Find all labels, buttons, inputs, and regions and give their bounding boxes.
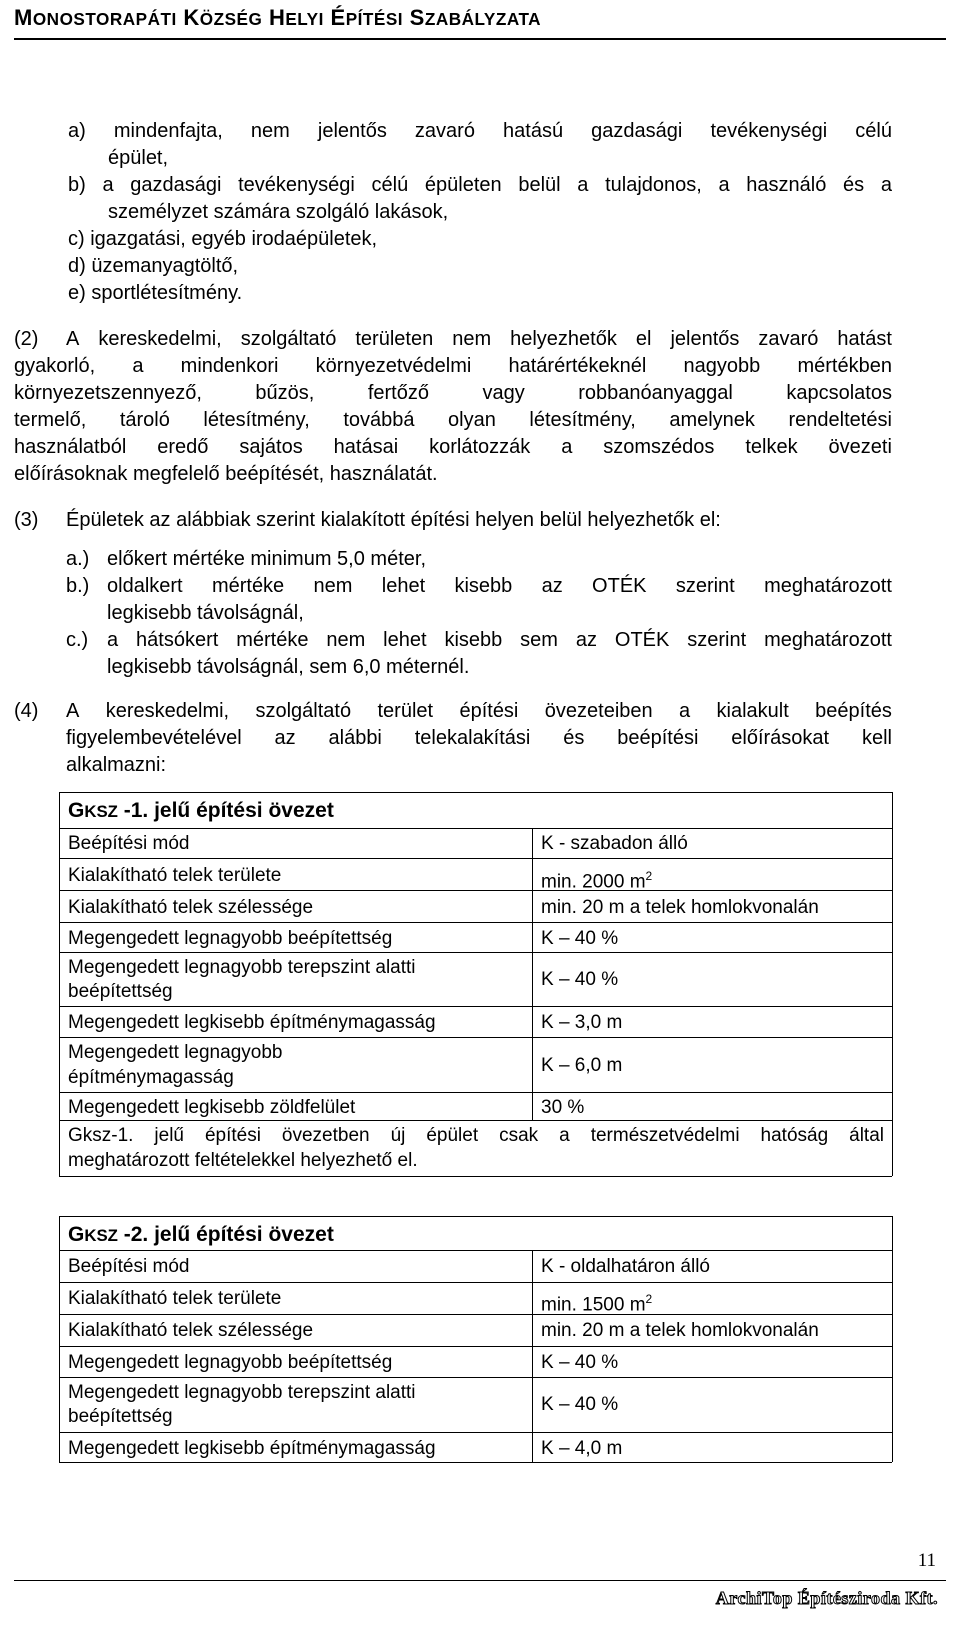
zone2-label: Megengedett legnagyobb beépítettség bbox=[68, 1352, 393, 1373]
table-rule bbox=[892, 1216, 893, 1462]
zone2-value: K – 40 % bbox=[541, 1352, 619, 1373]
zone1-value: min. 2000 $m^2$ bbox=[541, 869, 653, 893]
table-rule bbox=[59, 1176, 892, 1177]
table-rule bbox=[532, 828, 533, 1120]
company-logo-text: ArchiTop Építésziroda Kft. bbox=[715, 1588, 938, 1608]
table-rule bbox=[59, 1282, 892, 1283]
table-rule bbox=[59, 828, 892, 829]
table-rule bbox=[59, 1216, 892, 1217]
list-item-a: a) mindenfajta, nem jelentős zavaró hatású gazdasági tevékenységi célú bbox=[68, 120, 892, 142]
para2-line: gyakorló, a mindenkori környezetvédelmi határértékeknél nagyobb mértékben bbox=[14, 355, 892, 377]
table-rule bbox=[59, 952, 892, 953]
zone1-label: Megengedett legnagyobb terepszint alatti bbox=[68, 957, 416, 978]
header-rule bbox=[14, 38, 946, 40]
zone2-label: Kialakítható telek területe bbox=[68, 1288, 282, 1309]
zone1-value: K – 6,0 m bbox=[541, 1055, 623, 1076]
list-item-e: e) sportlétesítmény. bbox=[68, 282, 243, 304]
para3-item-label: a.) bbox=[66, 548, 90, 570]
table-rule bbox=[892, 792, 893, 1176]
para3-item-b-cont: legkisebb távolságnál, bbox=[107, 602, 304, 624]
para2-line: előírásoknak megfelelő beépítését, használatát. bbox=[14, 463, 438, 485]
zone1-label: Beépítési mód bbox=[68, 833, 190, 854]
zone1-value: min. 20 m a telek homlokvonalán bbox=[541, 897, 819, 918]
zone2-label: Megengedett legnagyobb terepszint alatti bbox=[68, 1382, 416, 1403]
zone2-value: min. 1500 $m^2$ bbox=[541, 1292, 653, 1316]
zone1-value: 30 % bbox=[541, 1097, 585, 1118]
para2-number: (2) bbox=[14, 328, 39, 350]
para4-line: figyelembevételével az alábbi telekalakítási és beépítési előírásokat kell bbox=[66, 727, 892, 749]
zone1-label: Megengedett legnagyobb beépítettség bbox=[68, 928, 393, 949]
zone2-label: Kialakítható telek szélessége bbox=[68, 1320, 314, 1341]
zone2-value: K – 4,0 m bbox=[541, 1438, 623, 1459]
para4-number: (4) bbox=[14, 700, 39, 722]
zone1-note: Gksz-1. jelű építési övezetben új épület csak a természetvédelmi hatóság által bbox=[68, 1125, 884, 1146]
table-rule bbox=[59, 1432, 892, 1433]
para3-item-b: oldalkert mértéke nem lehet kisebb az OTÉK szerint meghatározott bbox=[107, 575, 892, 597]
para4-line: A kereskedelmi, szolgáltató terület építési övezeteiben a kialakult beépítés bbox=[66, 700, 892, 722]
para3-item-label: c.) bbox=[66, 629, 89, 651]
para3-number: (3) bbox=[14, 509, 39, 531]
zone1-value: K – 3,0 m bbox=[541, 1012, 623, 1033]
table-rule bbox=[59, 1216, 60, 1462]
para4-line: alkalmazni: bbox=[66, 754, 167, 776]
zone1-label: Megengedett legkisebb építménymagasság bbox=[68, 1012, 436, 1033]
zone1-label: Megengedett legkisebb zöldfelület bbox=[68, 1097, 356, 1118]
para2-line: termelő, tároló létesítmény, továbbá olyan létesítmény, amelynek rendeltetési bbox=[14, 409, 892, 431]
para2-line: használatból eredő sajátos hatásai korlátozzák a szomszédos telkek övezeti bbox=[14, 436, 892, 458]
zone2-label: Megengedett legkisebb építménymagasság bbox=[68, 1438, 436, 1459]
table-rule bbox=[59, 1092, 892, 1093]
table-rule bbox=[59, 1377, 892, 1378]
table-rule bbox=[59, 1037, 892, 1038]
para3-item-a: előkert mértéke minimum 5,0 méter, bbox=[107, 548, 426, 570]
table-rule bbox=[59, 792, 60, 1176]
list-item-a-cont: épület, bbox=[108, 147, 169, 169]
zone1-value: K – 40 % bbox=[541, 969, 619, 990]
page-number: 11 bbox=[917, 1550, 936, 1571]
table-rule bbox=[59, 890, 892, 891]
zone1-value: K – 40 % bbox=[541, 928, 619, 949]
table-rule bbox=[59, 1006, 892, 1007]
zone2-value: K - oldalhatáron álló bbox=[541, 1256, 710, 1277]
table-rule bbox=[59, 858, 892, 859]
para2-line: A kereskedelmi, szolgáltató területen nem helyezhetők el jelentős zavaró hatást bbox=[66, 328, 892, 350]
zone2-value: K – 40 % bbox=[541, 1394, 619, 1415]
page-header: MONOSTORAPÁTI KÖZSÉG HELYI ÉPÍTÉSI SZABÁLYZATA bbox=[14, 5, 542, 30]
para3-text: Épületek az alábbiak szerint kialakított építési helyen belül helyezhetők el: bbox=[66, 509, 721, 531]
zone1-label: beépítettség bbox=[68, 981, 173, 1002]
zone2-value: min. 20 m a telek homlokvonalán bbox=[541, 1320, 819, 1341]
zone1-label: Kialakítható telek területe bbox=[68, 865, 282, 886]
para3-item-c: a hátsókert mértéke nem lehet kisebb sem az OTÉK szerint meghatározott bbox=[107, 629, 892, 651]
zone1-label: Megengedett legnagyobb bbox=[68, 1042, 283, 1063]
table-rule bbox=[59, 922, 892, 923]
zone1-value: K - szabadon álló bbox=[541, 833, 688, 854]
list-item-c: c) igazgatási, egyéb irodaépületek, bbox=[68, 228, 378, 250]
para3-item-c-cont: legkisebb távolságnál, sem 6,0 méternél. bbox=[107, 656, 470, 678]
table-rule bbox=[59, 1120, 892, 1121]
list-item-b-cont: személyzet számára szolgáló lakások, bbox=[108, 201, 449, 223]
table-rule bbox=[59, 1314, 892, 1315]
zone1-title: GKSZ -1. jelű építési övezet bbox=[68, 799, 334, 822]
zone1-label: építménymagasság bbox=[68, 1067, 234, 1088]
para3-item-label: b.) bbox=[66, 575, 90, 597]
footer-rule bbox=[14, 1580, 946, 1581]
list-item-d: d) üzemanyagtöltő, bbox=[68, 255, 239, 277]
zone2-label: Beépítési mód bbox=[68, 1256, 190, 1277]
table-rule bbox=[59, 792, 892, 793]
para2-line: környezetszennyező, bűzös, fertőző vagy robbanóanyaggal kapcsolatos bbox=[14, 382, 892, 404]
zone1-note: meghatározott feltételekkel helyezhető el. bbox=[68, 1150, 418, 1171]
zone1-label: Kialakítható telek szélessége bbox=[68, 897, 314, 918]
zone2-title: GKSZ -2. jelű építési övezet bbox=[68, 1223, 334, 1246]
zone2-label: beépítettség bbox=[68, 1406, 173, 1427]
table-rule bbox=[59, 1250, 892, 1251]
table-rule bbox=[532, 1250, 533, 1462]
table-rule bbox=[59, 1346, 892, 1347]
table-rule bbox=[59, 1462, 892, 1463]
list-item-b: b) a gazdasági tevékenységi célú épületen belül a tulajdonos, a használó és a bbox=[68, 174, 892, 196]
